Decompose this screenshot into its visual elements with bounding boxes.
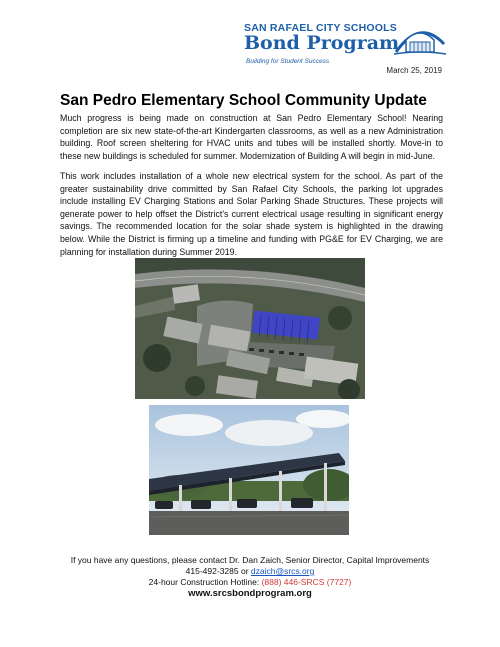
contact-phone: 415-492-3285 [185, 566, 239, 576]
school-building-dome-icon [392, 22, 448, 58]
paragraph-construction-progress: Much progress is being made on construction at San Pedro Elementary School! Nearing completion are six new state-of-the-art Kindergarten classrooms, as well as a new Administration building. Roof screen sheltering for HVAC units and tubes will be installed shortly. Move-in to these new buildings is scheduled for summer. Modernization of Building A will begin in mid-June. [60, 113, 443, 161]
contact-email-link[interactable]: dzaich@srcs.org [250, 566, 315, 576]
footer-website-link[interactable]: www.srcsbondprogram.org [188, 588, 312, 599]
footer-phone-email [60, 566, 440, 577]
contact-or-separator: or [238, 566, 251, 576]
logo-tagline: Building for Student Success [246, 58, 330, 65]
issue-date: March 25, 2019 [386, 66, 442, 75]
hotline-label: 24-hour Construction Hotline: [148, 577, 262, 587]
solar-canopy-photo [149, 405, 349, 535]
footer-contact-line: If you have any questions, please contact Dr. Dan Zaich, Senior Director, Capital Improvements [70, 555, 430, 565]
logo-program-name: Bond Program [244, 32, 400, 54]
logo-district-name: SAN RAFAEL CITY SCHOOLS [244, 22, 397, 34]
hotline-number: (888) 446-SRCS (7727) [261, 577, 352, 587]
bond-program-logo [244, 22, 449, 70]
page-title: San Pedro Elementary School Community Update [60, 92, 427, 109]
footer-hotline [60, 577, 440, 588]
aerial-site-photo [135, 258, 365, 399]
paragraph-electrical-system: This work includes installation of a whole new electrical system for the school. As part of the greater sustainability drive committed by San Rafael City Schools, the parking lot upgrades include installing EV Charging Stations and Solar Parking Shade Structures. These projects will generate power to help offset the District's current electrical usage resulting in significant energy savings. The recommended location for the solar shade system is highlighted in the drawing below. While the District is firming up a timeline and funding with PG&E for EV Charging, we are planning for installation during Summer 2019. [60, 171, 443, 257]
